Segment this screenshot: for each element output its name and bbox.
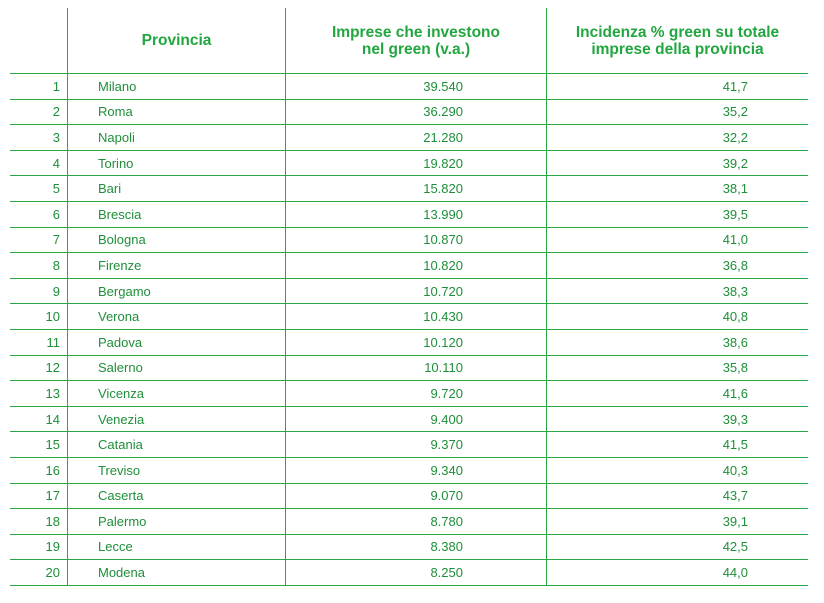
provincia-cell: Lecce — [98, 539, 133, 555]
provincia-cell: Brescia — [98, 206, 142, 222]
incidenza-cell: 39,1 — [722, 513, 748, 529]
imprese-cell: 21.280 — [423, 129, 463, 145]
provincia-cell: Treviso — [98, 462, 141, 478]
provincia-cell: Modena — [98, 565, 145, 581]
provincia-cell: Venezia — [98, 411, 145, 427]
column-divider — [67, 484, 68, 509]
table-row — [10, 304, 808, 330]
column-divider — [285, 202, 286, 227]
column-divider — [285, 100, 286, 125]
column-divider — [285, 381, 286, 406]
header-imprese: Imprese che investono nel green (v.a.) — [332, 23, 500, 58]
imprese-cell: 13.990 — [423, 206, 463, 222]
table-row — [10, 74, 808, 100]
incidenza-cell: 38,1 — [722, 181, 748, 197]
column-divider — [285, 407, 286, 432]
incidenza-cell: 44,0 — [722, 565, 748, 581]
imprese-cell: 9.070 — [430, 488, 463, 504]
column-divider — [285, 176, 286, 201]
imprese-cell: 8.380 — [430, 539, 463, 555]
column-divider — [285, 151, 286, 176]
column-divider — [285, 330, 286, 355]
column-divider — [67, 125, 68, 150]
table-row — [10, 279, 808, 305]
provincia-cell: Milano — [98, 78, 137, 94]
column-divider — [67, 304, 68, 329]
header-incidenza: Incidenza % green su totale imprese della provincia — [575, 23, 780, 58]
imprese-cell: 9.370 — [430, 437, 463, 453]
table-row — [10, 228, 808, 254]
column-divider — [67, 432, 68, 457]
rank-cell: 9 — [52, 283, 60, 299]
incidenza-cell: 38,3 — [722, 283, 748, 299]
column-divider — [285, 432, 286, 457]
imprese-cell: 36.290 — [423, 104, 463, 120]
column-divider — [67, 509, 68, 534]
table-row — [10, 407, 808, 433]
column-divider — [285, 279, 286, 304]
imprese-cell: 9.720 — [430, 385, 463, 401]
column-divider — [67, 151, 68, 176]
provincia-cell: Catania — [98, 437, 143, 453]
imprese-cell: 39.540 — [423, 78, 463, 94]
table-row — [10, 432, 808, 458]
rank-cell: 6 — [52, 206, 60, 222]
incidenza-cell: 35,2 — [722, 104, 748, 120]
provincia-cell: Salerno — [98, 360, 143, 376]
provincia-cell: Bergamo — [98, 283, 151, 299]
provincia-cell: Bologna — [98, 232, 146, 248]
table-row — [10, 202, 808, 228]
header-provincia: Provincia — [141, 32, 212, 49]
column-divider — [285, 74, 286, 99]
rank-cell: 19 — [45, 539, 60, 555]
incidenza-cell: 41,7 — [722, 78, 748, 94]
imprese-cell: 15.820 — [423, 181, 463, 197]
provinces-table — [10, 8, 808, 586]
table-body — [10, 74, 808, 586]
table-row — [10, 330, 808, 356]
column-divider — [67, 535, 68, 560]
provincia-cell: Roma — [98, 104, 133, 120]
rank-cell: 13 — [45, 385, 60, 401]
rank-cell: 3 — [52, 129, 60, 145]
imprese-cell: 9.400 — [430, 411, 463, 427]
table-row — [10, 535, 808, 561]
incidenza-cell: 41,0 — [722, 232, 748, 248]
imprese-cell: 8.780 — [430, 513, 463, 529]
rank-cell: 1 — [52, 78, 60, 94]
imprese-cell: 10.720 — [423, 283, 463, 299]
column-divider — [67, 381, 68, 406]
incidenza-cell: 39,3 — [722, 411, 748, 427]
column-divider — [285, 304, 286, 329]
incidenza-cell: 41,5 — [722, 437, 748, 453]
table-row — [10, 381, 808, 407]
table-row — [10, 484, 808, 510]
rank-cell: 18 — [45, 513, 60, 529]
column-divider — [67, 74, 68, 99]
column-divider — [67, 330, 68, 355]
incidenza-cell: 38,6 — [722, 334, 748, 350]
rank-cell: 20 — [45, 565, 60, 581]
table-row — [10, 458, 808, 484]
provincia-cell: Bari — [98, 181, 122, 197]
incidenza-cell: 43,7 — [722, 488, 748, 504]
rank-cell: 14 — [45, 411, 60, 427]
rank-cell: 2 — [52, 104, 60, 120]
incidenza-cell: 42,5 — [722, 539, 748, 555]
provincia-cell: Vicenza — [98, 385, 145, 401]
imprese-cell: 10.120 — [423, 334, 463, 350]
column-divider — [285, 228, 286, 253]
column-divider — [67, 202, 68, 227]
incidenza-cell: 39,2 — [722, 155, 748, 171]
column-divider — [67, 279, 68, 304]
provincia-cell: Padova — [98, 334, 143, 350]
provincia-cell: Napoli — [98, 129, 135, 145]
incidenza-cell: 41,6 — [722, 385, 748, 401]
column-divider — [67, 356, 68, 381]
column-divider — [67, 407, 68, 432]
table-header — [10, 8, 808, 74]
provincia-cell: Palermo — [98, 513, 147, 529]
column-divider — [285, 509, 286, 534]
imprese-cell: 10.820 — [423, 257, 463, 273]
column-divider — [67, 176, 68, 201]
imprese-cell: 8.250 — [430, 565, 463, 581]
column-divider — [285, 484, 286, 509]
rank-cell: 12 — [45, 360, 60, 376]
rank-cell: 15 — [45, 437, 60, 453]
column-divider — [67, 253, 68, 278]
provincia-cell: Caserta — [98, 488, 144, 504]
incidenza-cell: 39,5 — [722, 206, 748, 222]
column-divider — [285, 125, 286, 150]
rank-cell: 8 — [52, 257, 60, 273]
rank-cell: 17 — [45, 488, 60, 504]
table-row — [10, 560, 808, 586]
imprese-cell: 10.870 — [423, 232, 463, 248]
table-row — [10, 509, 808, 535]
imprese-cell: 19.820 — [423, 155, 463, 171]
column-divider — [285, 356, 286, 381]
rank-cell: 16 — [45, 462, 60, 478]
incidenza-cell: 40,3 — [722, 462, 748, 478]
rank-cell: 5 — [52, 181, 60, 197]
column-divider — [285, 535, 286, 560]
rank-cell: 11 — [46, 334, 60, 350]
imprese-cell: 10.110 — [424, 360, 463, 376]
column-divider — [285, 560, 286, 585]
column-divider — [67, 560, 68, 585]
provincia-cell: Torino — [98, 155, 134, 171]
table-row — [10, 253, 808, 279]
table-row — [10, 151, 808, 177]
provincia-cell: Firenze — [98, 257, 142, 273]
table-row — [10, 356, 808, 382]
incidenza-cell: 40,8 — [722, 309, 748, 325]
provincia-cell: Verona — [98, 309, 140, 325]
column-divider — [67, 458, 68, 483]
table-row — [10, 125, 808, 151]
rank-cell: 4 — [52, 155, 60, 171]
incidenza-cell: 35,8 — [722, 360, 748, 376]
table-row — [10, 176, 808, 202]
incidenza-cell: 36,8 — [722, 257, 748, 273]
column-divider — [67, 100, 68, 125]
column-divider — [285, 458, 286, 483]
rank-cell: 7 — [52, 232, 60, 248]
imprese-cell: 9.340 — [430, 462, 463, 478]
table-row — [10, 100, 808, 126]
imprese-cell: 10.430 — [423, 309, 463, 325]
rank-cell: 10 — [45, 309, 60, 325]
column-divider — [67, 228, 68, 253]
column-divider — [285, 253, 286, 278]
incidenza-cell: 32,2 — [722, 129, 748, 145]
